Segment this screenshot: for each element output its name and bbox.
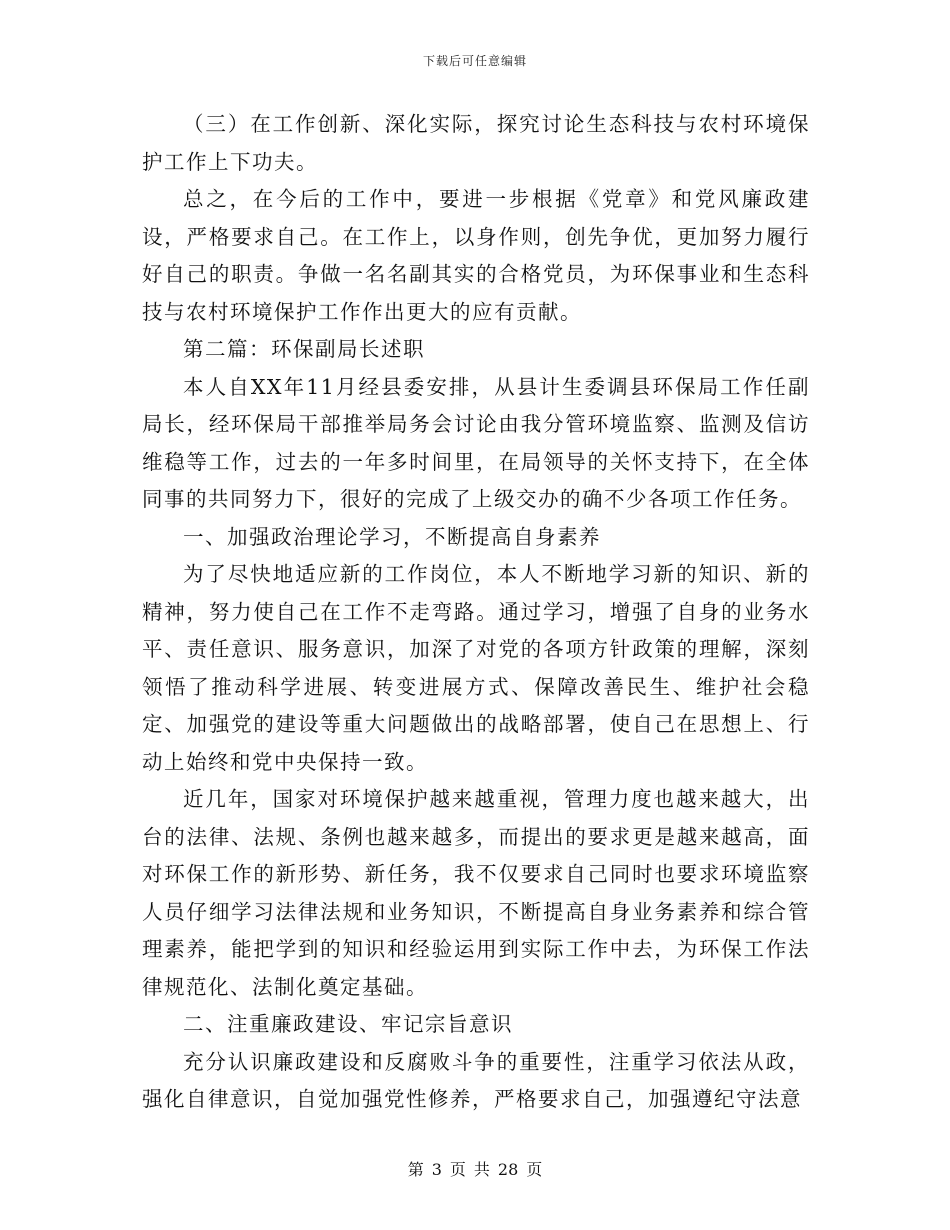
total-label-suffix: 页 — [526, 1160, 543, 1179]
total-pages: 28 — [497, 1160, 519, 1179]
paragraph-6: 充分认识廉政建设和反腐败斗争的重要性，注重学习依法从政，强化自律意识，自觉加强党性修养，严格要求自己，加强遵纪守法意 — [142, 1049, 810, 1111]
total-label-prefix: 共 — [473, 1160, 490, 1179]
paragraph-4: 为了尽快地适应新的工作岗位，本人不断地学习新的知识、新的精神，努力使自己在工作不走弯路。通过学习，增强了自身的业务水平、责任意识、服务意识，加深了对党的各项方针政策的理解，深刻领悟了推动科学进展、转变进展方式、保障改善民生、维护社会稳定、加强党的建设等重大问题做出的战略部署，使自己在思想上、行动上始终和党中央保持一致。 — [142, 562, 810, 774]
paragraph-5: 近几年，国家对环境保护越来越重视，管理力度也越来越大，出台的法律、法规、条例也越来越多，而提出的要求更是越来越高，面对环保工作的新形势、新任务，我不仅要求自己同时也要求环境监察人员仔细学习法律法规和业务知识，不断提高自身业务素养和综合管理素养，能把学到的知识和经验运用到实际工作中去，为环保工作法律规范化、法制化奠定基础。 — [142, 787, 810, 999]
section-heading-2: 第二篇：环保副局长述职 — [183, 337, 425, 361]
page-footer — [0, 1157, 950, 1180]
page-number: 3 — [431, 1160, 442, 1179]
page-header: 下载后可任意编辑 — [422, 54, 527, 68]
document-body — [142, 106, 810, 1119]
paragraph-3: 本人自XX年11月经县委安排，从县计生委调县环保局工作任副局长，经环保局干部推举局务会讨论由我分管环境监察、监测及信访维稳等工作，过去的一年多时间里，在局领导的关怀支持下，在全体同事的共同努力下，很好的完成了上级交办的确不少各项工作任务。 — [142, 374, 810, 511]
paragraph-1: （三）在工作创新、深化实际，探究讨论生态科技与农村环境保护工作上下功夫。 — [142, 112, 810, 174]
subheading-2: 二、注重廉政建设、牢记宗旨意识 — [183, 1012, 513, 1036]
paragraph-2: 总之，在今后的工作中，要进一步根据《党章》和党风廉政建设，严格要求自己。在工作上，以身作则，创先争优，更加努力履行好自己的职责。争做一名名副其实的合格党员，为环保事业和生态科技与农村环境保护工作作出更大的应有贡献。 — [142, 187, 810, 324]
page-label-prefix: 第 — [407, 1160, 424, 1179]
page-label-mid: 页 — [449, 1160, 466, 1179]
subheading-1: 一、加强政治理论学习，不断提高自身素养 — [183, 524, 601, 549]
